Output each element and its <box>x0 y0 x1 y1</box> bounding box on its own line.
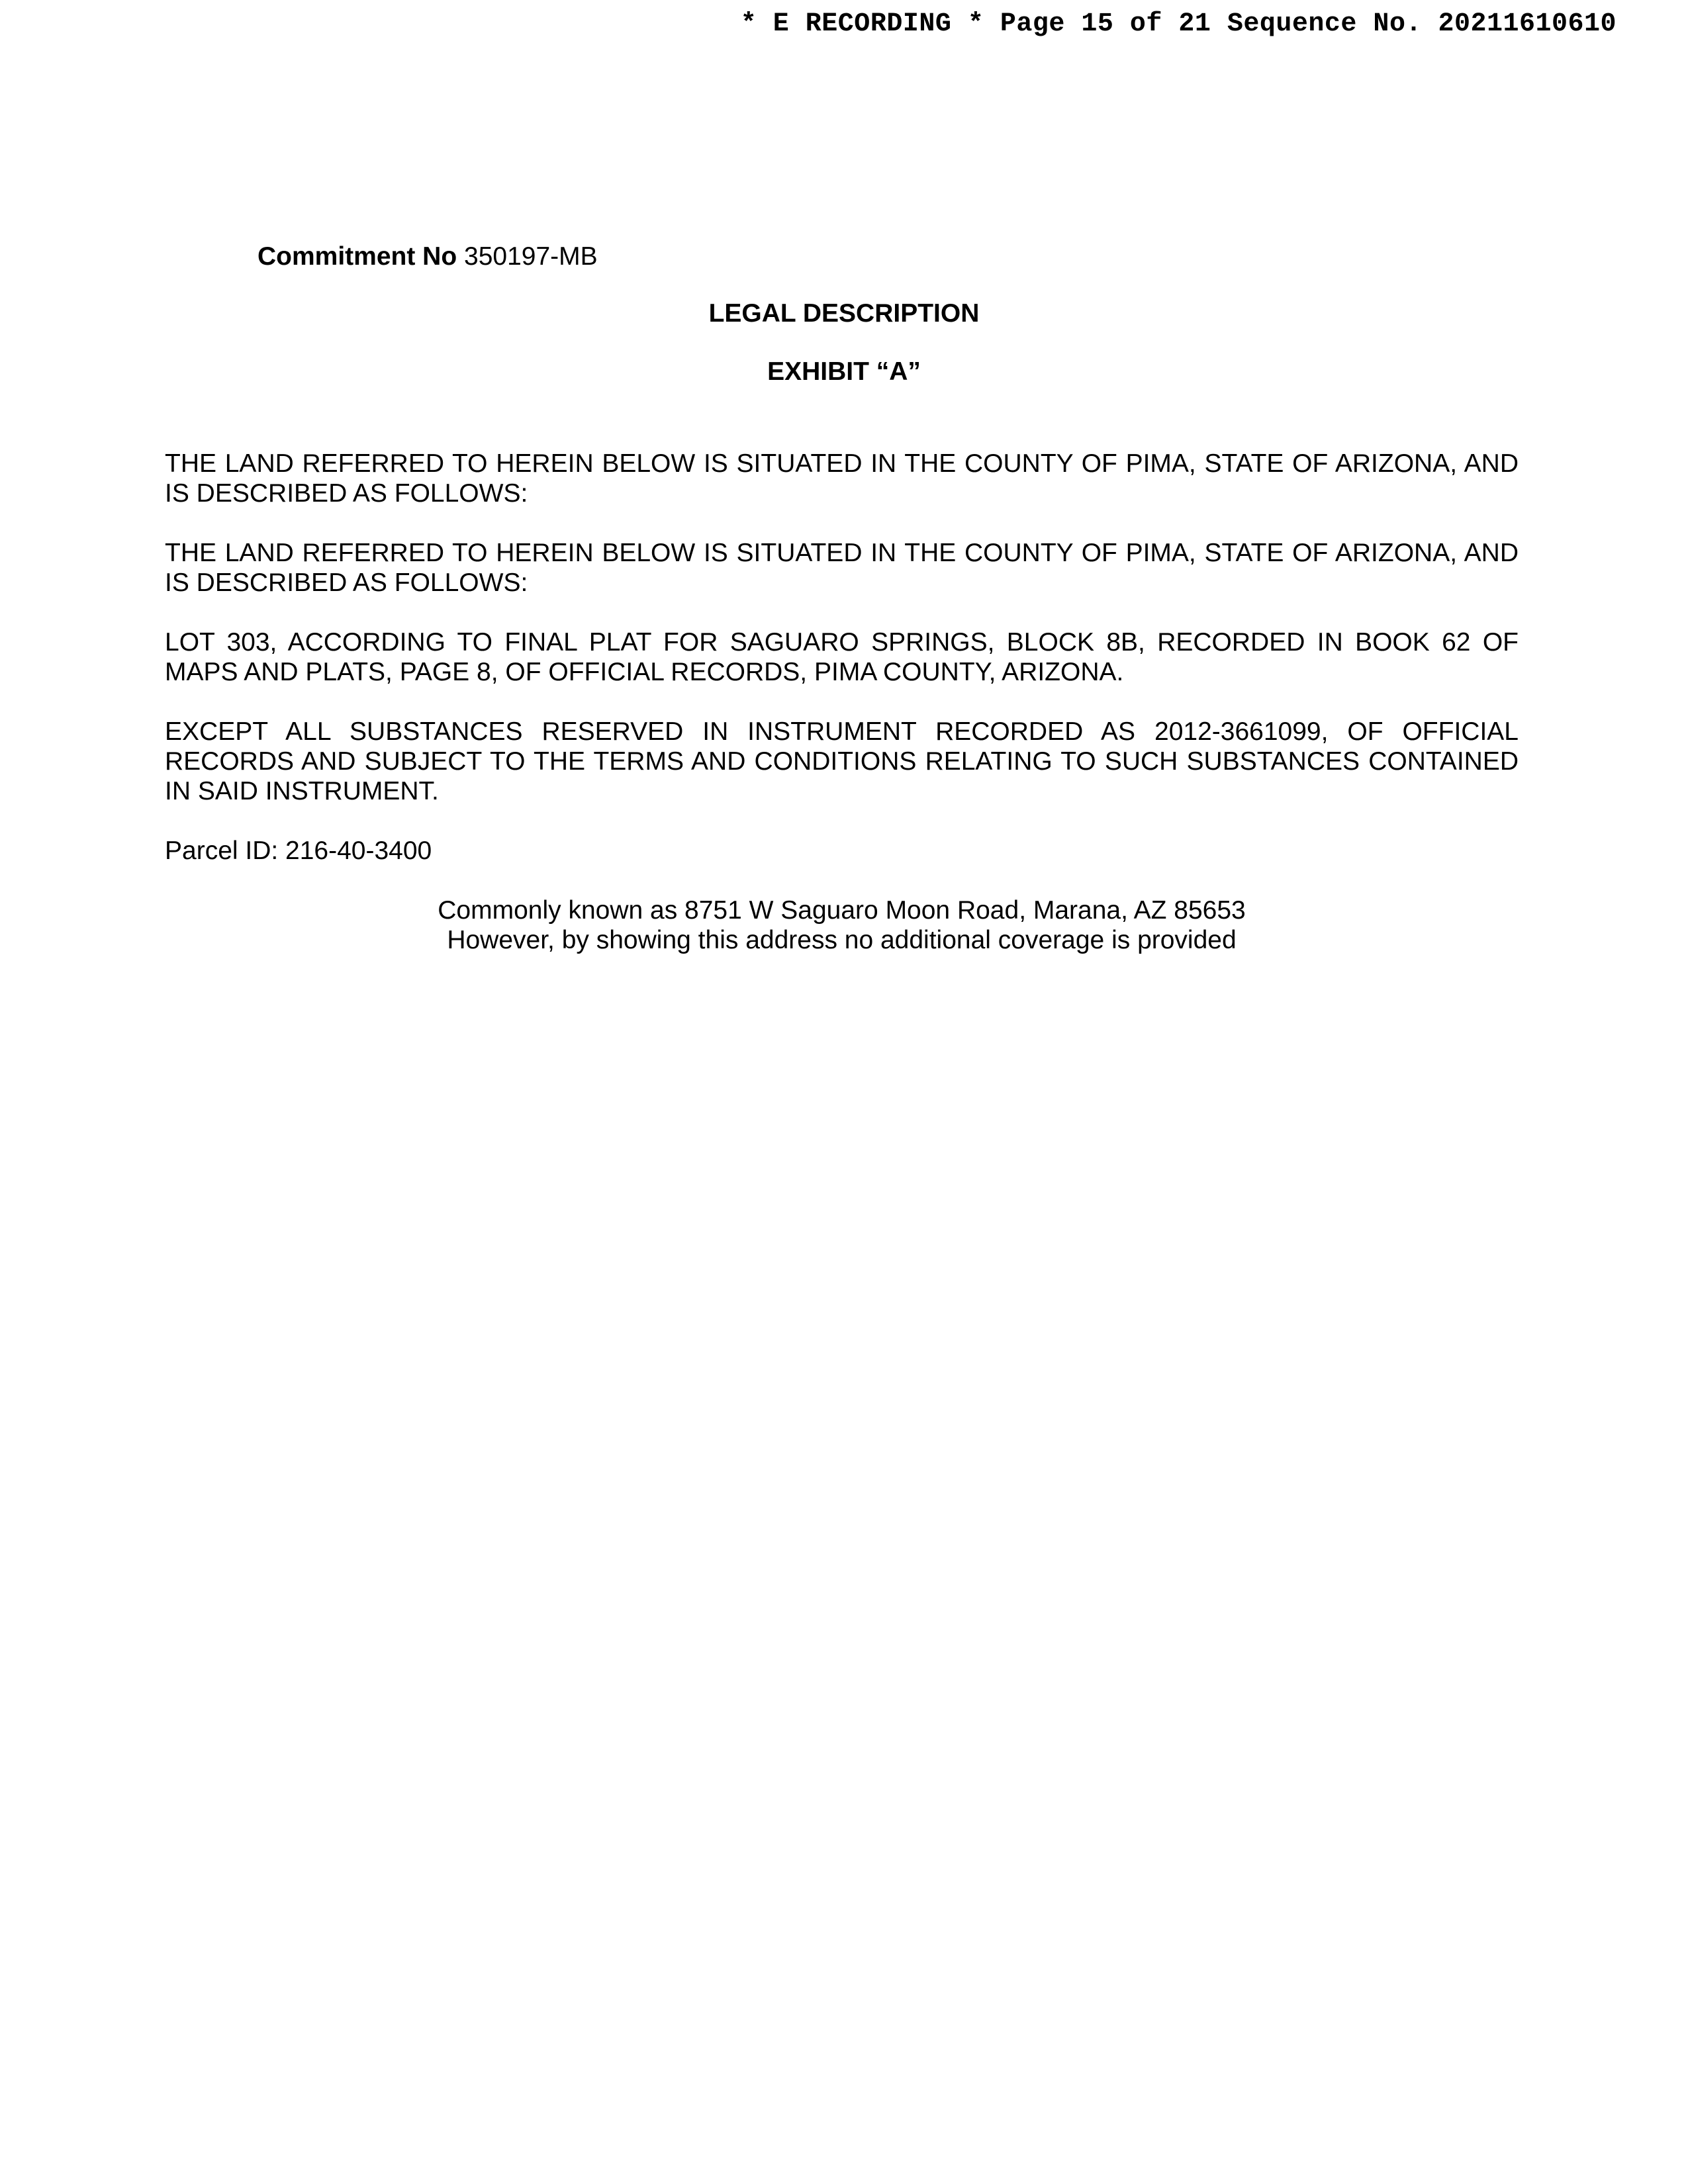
exhibit-title: EXHIBIT “A” <box>767 357 921 386</box>
lot-description-paragraph: LOT 303, ACCORDING TO FINAL PLAT FOR SAGUARO SPRINGS, BLOCK 8B, RECORDED IN BOOK 62 OF MAPS AND PLATS, PAGE 8, OF OFFICIAL RECORDS, PIMA COUNTY, ARIZONA. <box>165 628 1519 686</box>
document-body <box>165 449 1519 955</box>
parcel-id: Parcel ID: 216-40-3400 <box>165 837 432 865</box>
address-line: Commonly known as 8751 W Saguaro Moon Road, Marana, AZ 85653 <box>438 896 1246 925</box>
address-block <box>165 895 1519 955</box>
coverage-disclaimer: However, by showing this address no additional coverage is provided <box>447 926 1237 954</box>
commitment-number-line <box>258 242 598 271</box>
legal-description-title: LEGAL DESCRIPTION <box>708 299 980 328</box>
situated-paragraph-1: THE LAND REFERRED TO HEREIN BELOW IS SITUATED IN THE COUNTY OF PIMA, STATE OF ARIZONA, AND IS DESCRIBED AS FOLLOWS: <box>165 449 1519 508</box>
exception-paragraph: EXCEPT ALL SUBSTANCES RESERVED IN INSTRUMENT RECORDED AS 2012-3661099, OF OFFICIAL RECORDS AND SUBJECT TO THE TERMS AND CONDITIONS RELATING TO SUCH SUBSTANCES CONTAINED IN SAID INSTRUMENT. <box>165 717 1519 805</box>
situated-paragraph-2: THE LAND REFERRED TO HEREIN BELOW IS SITUATED IN THE COUNTY OF PIMA, STATE OF ARIZONA, AND IS DESCRIBED AS FOLLOWS: <box>165 539 1519 597</box>
recording-stamp: * E RECORDING * Page 15 of 21 Sequence No. 20211610610 <box>740 9 1617 39</box>
commitment-label: Commitment No <box>258 242 457 271</box>
commitment-number: 350197-MB <box>464 242 598 271</box>
